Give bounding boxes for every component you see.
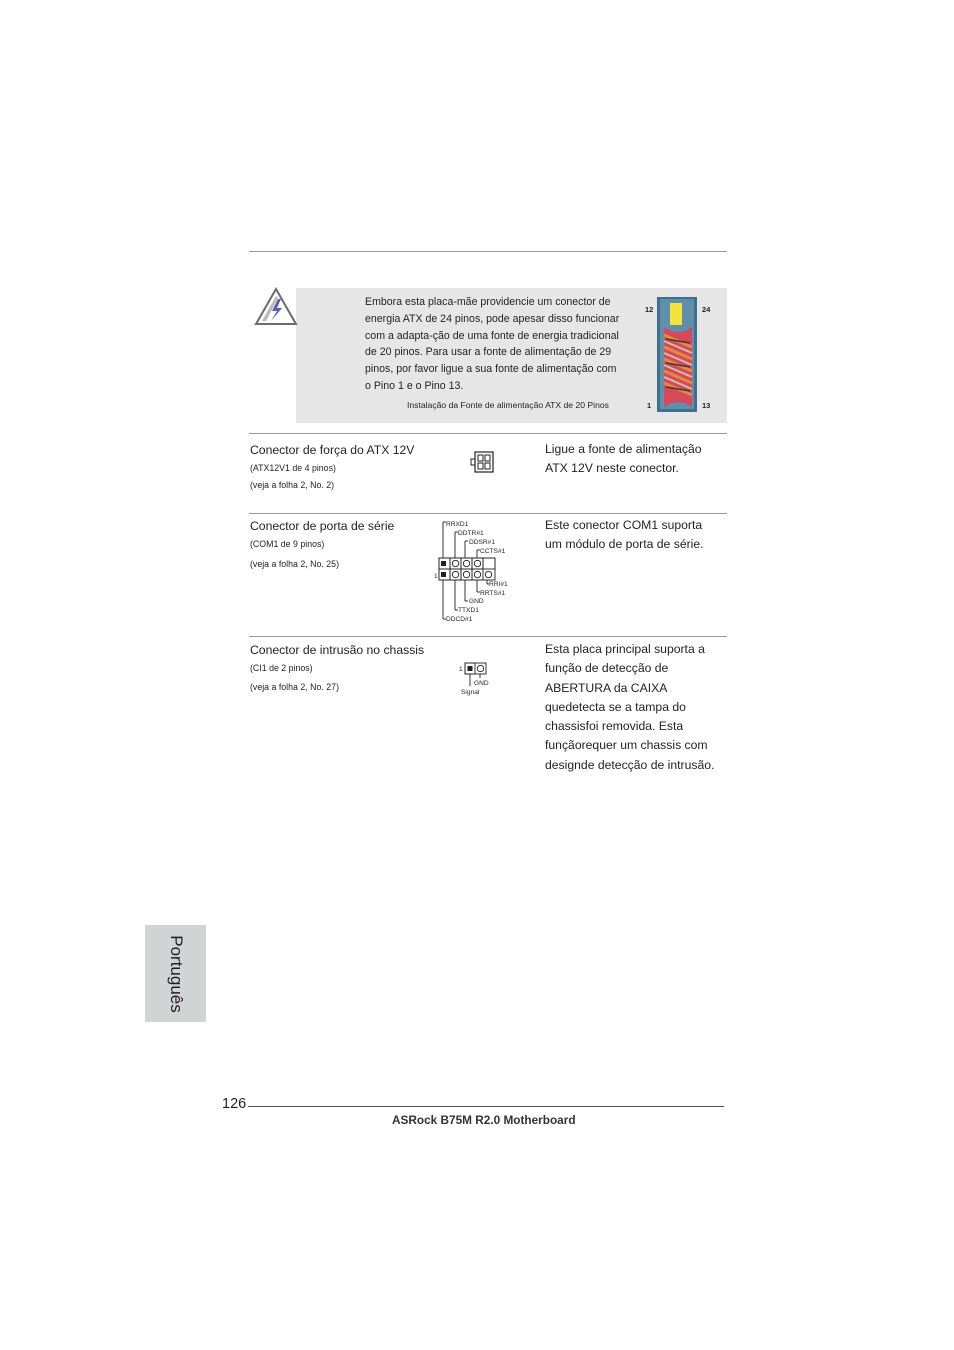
desc-line: Ligue a fonte de alimentação bbox=[545, 442, 702, 456]
atx12v-subtitle: (ATX12V1 de 4 pinos) bbox=[250, 463, 336, 473]
com-pin-label: GND bbox=[469, 598, 484, 605]
atx12v-title: Conector de força do ATX 12V bbox=[250, 443, 415, 457]
section-divider bbox=[249, 636, 727, 637]
chassis-signal-label: Signal bbox=[461, 689, 480, 696]
note-line: Embora esta placa-mãe providencie um conector de bbox=[365, 296, 611, 308]
desc-line: ABERTURA da CAIXA bbox=[545, 680, 668, 695]
pin-label-12: 12 bbox=[645, 305, 654, 314]
chassis-pinout-diagram bbox=[456, 660, 496, 698]
com-pin-label: RRI#1 bbox=[489, 581, 508, 588]
note-line: o Pino 1 e o Pino 13. bbox=[365, 379, 464, 392]
desc-line: chassisfoi removida. Esta bbox=[545, 719, 684, 734]
com-pinout-diagram bbox=[434, 520, 514, 624]
com-description bbox=[545, 516, 704, 555]
com-pin-label: DDTR#1 bbox=[458, 530, 484, 537]
desc-line: Este conector COM1 suporta bbox=[545, 518, 703, 532]
com-pin-label: CCTS#1 bbox=[480, 548, 506, 555]
header-divider bbox=[249, 251, 727, 252]
com-title: Conector de porta de série bbox=[250, 519, 395, 533]
section-divider bbox=[249, 433, 727, 434]
com-subtitle: (COM1 de 9 pinos) bbox=[250, 539, 325, 549]
atx12v-description bbox=[545, 440, 702, 479]
note-line: de 20 pinos. Para usar a fonte de alimentação de 29 bbox=[365, 346, 612, 359]
footer-divider bbox=[248, 1106, 724, 1107]
note-line: pinos, por favor ligue a sua fonte de alimentação com bbox=[365, 363, 617, 376]
chassis-pin1-label: 1 bbox=[459, 666, 463, 673]
desc-line: função de detecção de bbox=[545, 661, 669, 676]
chassis-description bbox=[545, 640, 714, 775]
page-number: 126 bbox=[222, 1096, 247, 1112]
com-pin-label: RRXD1 bbox=[446, 521, 469, 528]
com-pin-label: DDSR#1 bbox=[469, 539, 496, 546]
com-pin-label: RRTS#1 bbox=[480, 590, 506, 597]
atx-connector-image bbox=[656, 297, 700, 414]
pin-label-1: 1 bbox=[647, 401, 652, 410]
desc-line: Esta placa principal suporta a bbox=[545, 642, 705, 656]
desc-line: ATX 12V neste conector. bbox=[545, 461, 679, 476]
chassis-reference: (veja a folha 2, No. 27) bbox=[250, 682, 339, 692]
section-divider bbox=[249, 513, 727, 514]
atx12v-connector-icon bbox=[469, 450, 495, 474]
note-line: energia ATX de 24 pinos, pode apesar disso funcionar bbox=[365, 312, 620, 325]
chassis-gnd-label: GND bbox=[474, 680, 489, 687]
language-side-tab bbox=[145, 925, 206, 1022]
note-line: com a adapta-ção de uma fonte de energia tradicional bbox=[365, 329, 619, 342]
note-text bbox=[365, 294, 640, 395]
com-pin-label: DDCD#1 bbox=[446, 616, 473, 623]
desc-line: designde detecção de intrusão. bbox=[545, 757, 715, 772]
chassis-subtitle: (CI1 de 2 pinos) bbox=[250, 663, 313, 673]
chassis-title: Conector de intrusão no chassis bbox=[250, 643, 425, 657]
footer-title: ASRock B75M R2.0 Motherboard bbox=[392, 1113, 576, 1127]
com-pin1-label: 1 bbox=[434, 573, 438, 580]
language-label: Português bbox=[166, 934, 186, 1013]
warning-icon bbox=[254, 287, 298, 327]
desc-line: um módulo de porta de série. bbox=[545, 537, 704, 552]
com-pin-label: TTXD1 bbox=[458, 607, 479, 614]
desc-line: funçãorequer um chassis com bbox=[545, 738, 708, 753]
pin-label-13: 13 bbox=[702, 401, 711, 410]
com-reference: (veja a folha 2, No. 25) bbox=[250, 559, 339, 569]
atx12v-reference: (veja a folha 2, No. 2) bbox=[250, 480, 335, 490]
note-caption: Instalação da Fonte de alimentação ATX de 20 Pinos bbox=[407, 400, 609, 410]
desc-line: quedetecta se a tampa do bbox=[545, 699, 686, 714]
pin-label-24: 24 bbox=[702, 305, 711, 314]
